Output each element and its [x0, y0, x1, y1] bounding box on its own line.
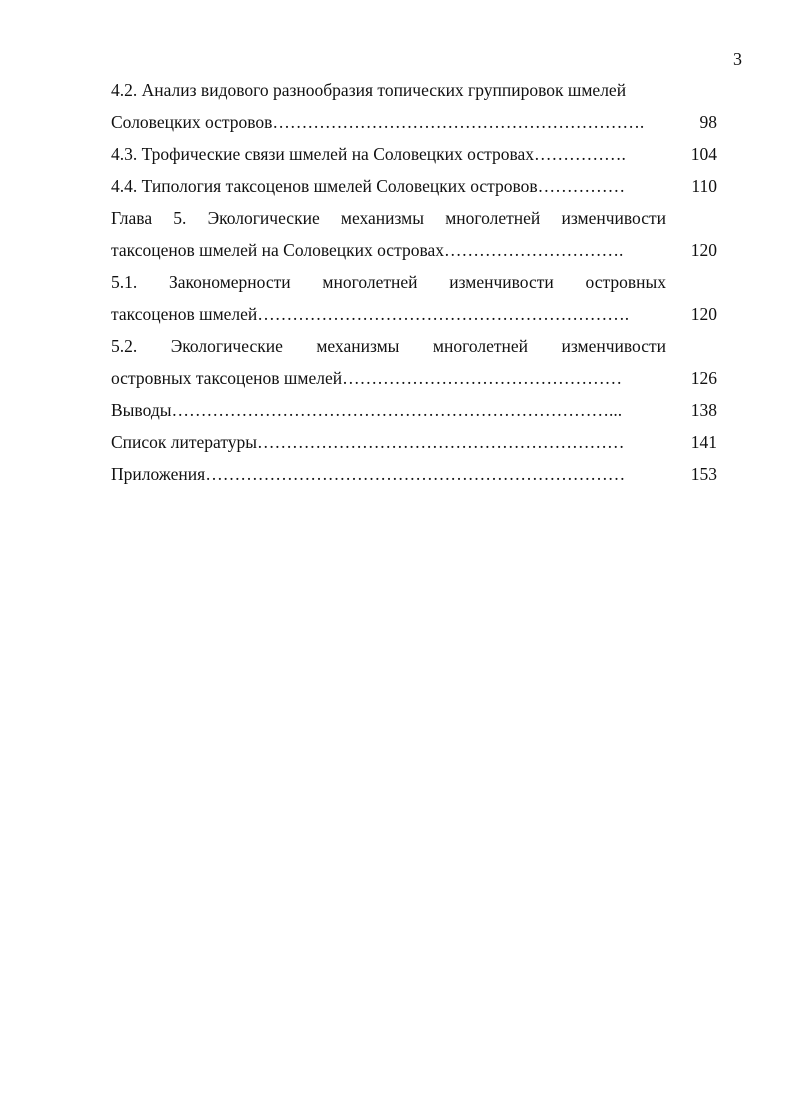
toc-entry-text: таксоценов шмелей на Соловецких островах………………………….: [111, 240, 624, 260]
toc-line: [111, 426, 717, 458]
toc-entry-text: 4.2. Анализ видового разнообразия топических группировок шмелей: [111, 80, 627, 100]
toc-line: [111, 298, 717, 330]
toc-line: [111, 362, 717, 394]
toc-line: [111, 106, 717, 138]
toc-line: [111, 74, 717, 106]
table-of-contents: [111, 74, 717, 490]
toc-line: [111, 266, 717, 298]
toc-page-number: 153: [690, 464, 717, 484]
toc-line: [111, 330, 717, 362]
toc-line: [111, 138, 717, 170]
toc-page-number: 98: [699, 112, 717, 132]
toc-page-number: 104: [690, 144, 717, 164]
toc-entry-text: 4.4. Типология таксоценов шмелей Соловецких островов……………: [111, 176, 626, 196]
toc-line: [111, 202, 717, 234]
toc-entry-text: Приложения………………………………………………………………: [111, 464, 626, 484]
toc-entry-text: 5.2. Экологические механизмы многолетней изменчивости: [111, 336, 666, 356]
toc-entry-text: Глава 5. Экологические механизмы многолетней изменчивости: [111, 208, 666, 228]
toc-line: [111, 394, 717, 426]
toc-entry-text: таксоценов шмелей……………………………………………………….: [111, 304, 630, 324]
toc-page-number: 141: [690, 432, 717, 452]
toc-entry-text: островных таксоценов шмелей…………………………………………: [111, 368, 623, 388]
toc-line: [111, 458, 717, 490]
page-number: 3: [733, 49, 742, 69]
toc-page-number: 126: [690, 368, 717, 388]
toc-page-number: 110: [691, 176, 717, 196]
toc-entry-text: 5.1. Закономерности многолетней изменчивости островных: [111, 272, 666, 292]
toc-line: [111, 170, 717, 202]
toc-entry-text: Список литературы………………………………………………………: [111, 432, 625, 452]
toc-page-number: 138: [690, 400, 717, 420]
toc-entry-text: Соловецких островов……………………………………………………….: [111, 112, 645, 132]
toc-page-number: 120: [690, 304, 717, 324]
toc-line: [111, 234, 717, 266]
toc-entry-text: 4.3. Трофические связи шмелей на Соловецких островах…………….: [111, 144, 626, 164]
toc-page-number: 120: [690, 240, 717, 260]
toc-entry-text: Выводы…………………………………………………………………...: [111, 400, 623, 420]
